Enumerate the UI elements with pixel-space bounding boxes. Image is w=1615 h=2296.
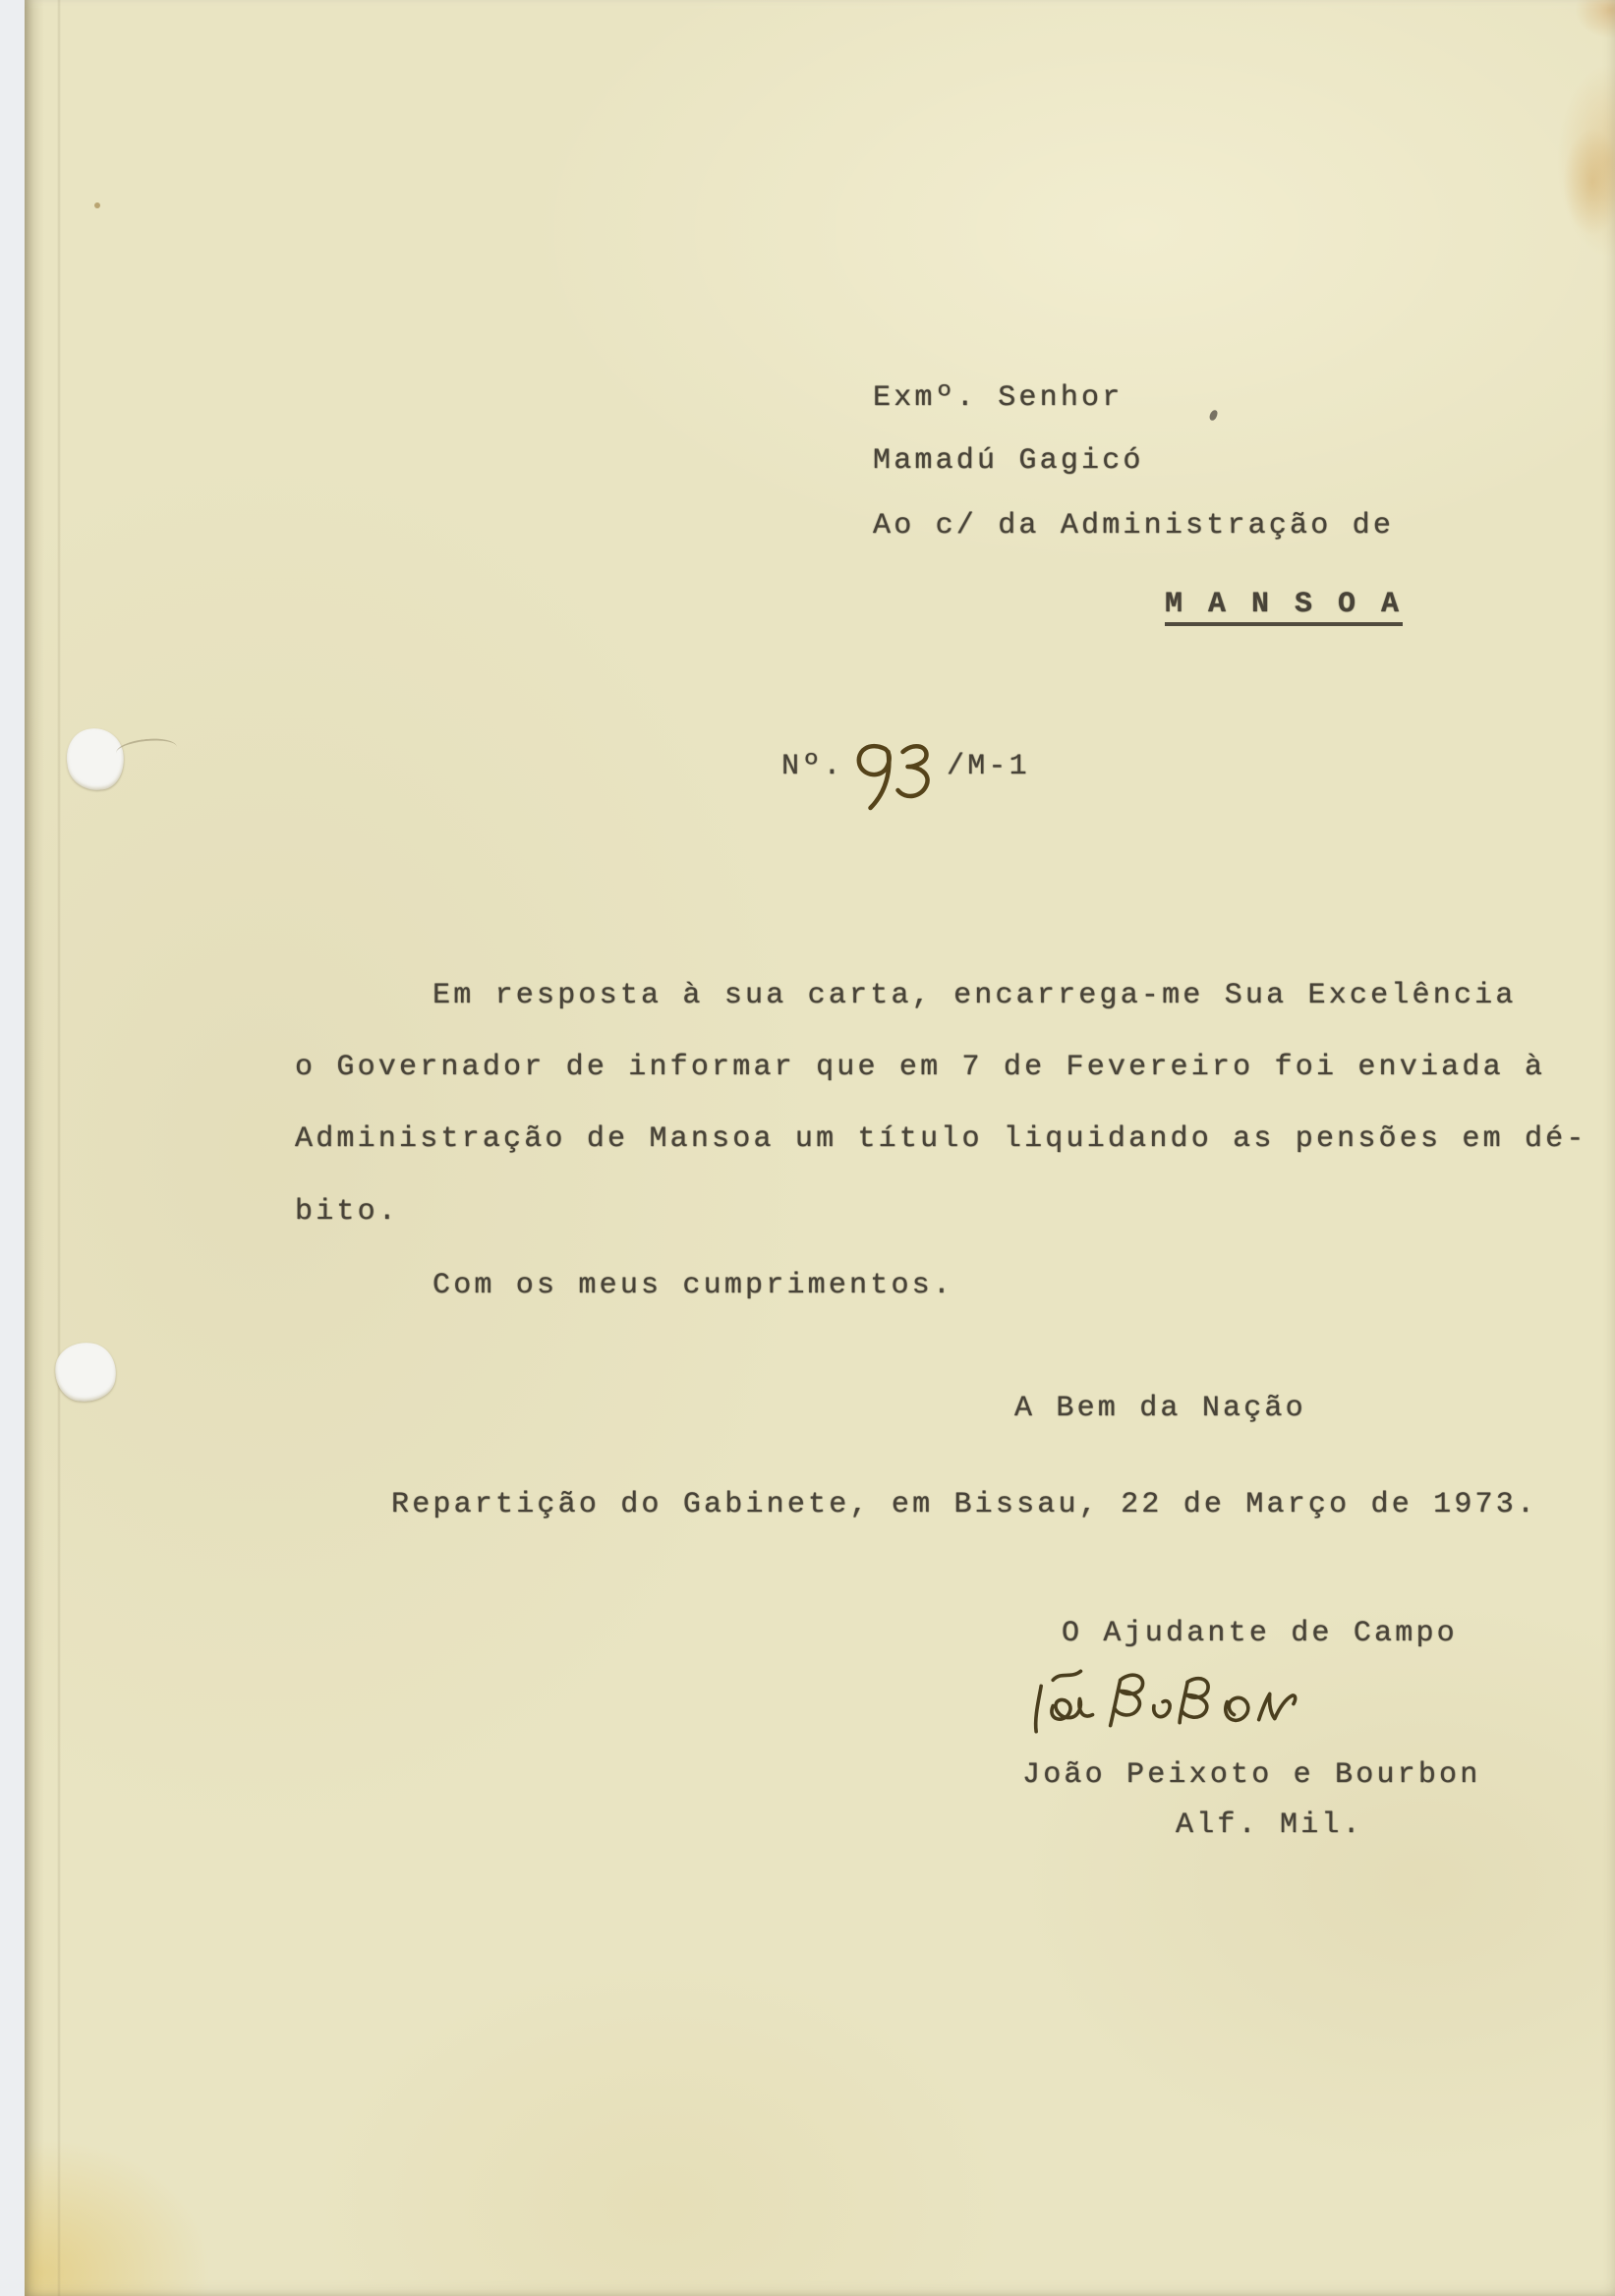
recipient-salutation: Exmº. Senhor [873,381,1124,415]
body-line-2: o Governador de informar que em 7 de Fevereiro foi enviada à [295,1051,1546,1084]
recipient-care-of: Ao c/ da Administração de [873,509,1395,543]
recipient-location: M A N S O A [1165,588,1403,626]
paper-stain [1563,128,1615,236]
body-line-3: Administração de Mansoa um título liquidando as pensões em dé- [295,1122,1587,1156]
handwritten-signature [1017,1659,1304,1751]
signer-name: João Peixoto e Bourbon [1022,1758,1481,1792]
dateline: Repartição do Gabinete, em Bissau, 22 de Março de 1973. [391,1488,1538,1521]
body-line-4: bito. [295,1195,400,1229]
recipient-name: Mamadú Gagicó [873,444,1144,478]
paper-crease [57,0,61,2296]
signer-rank: Alf. Mil. [1176,1808,1363,1842]
reference-label: Nº. [781,750,844,783]
signer-title: O Ajudante de Campo [1062,1617,1458,1650]
handwritten-reference-number [841,737,945,821]
body-line-1: Em resposta à sua carta, encarrega-me Sua Excelência [433,979,1517,1012]
body-closing: Com os meus cumprimentos. [433,1269,954,1302]
paper-speck [94,202,100,208]
reference-suffix: /M-1 [947,750,1030,783]
valediction: A Bem da Nação [1014,1392,1306,1425]
